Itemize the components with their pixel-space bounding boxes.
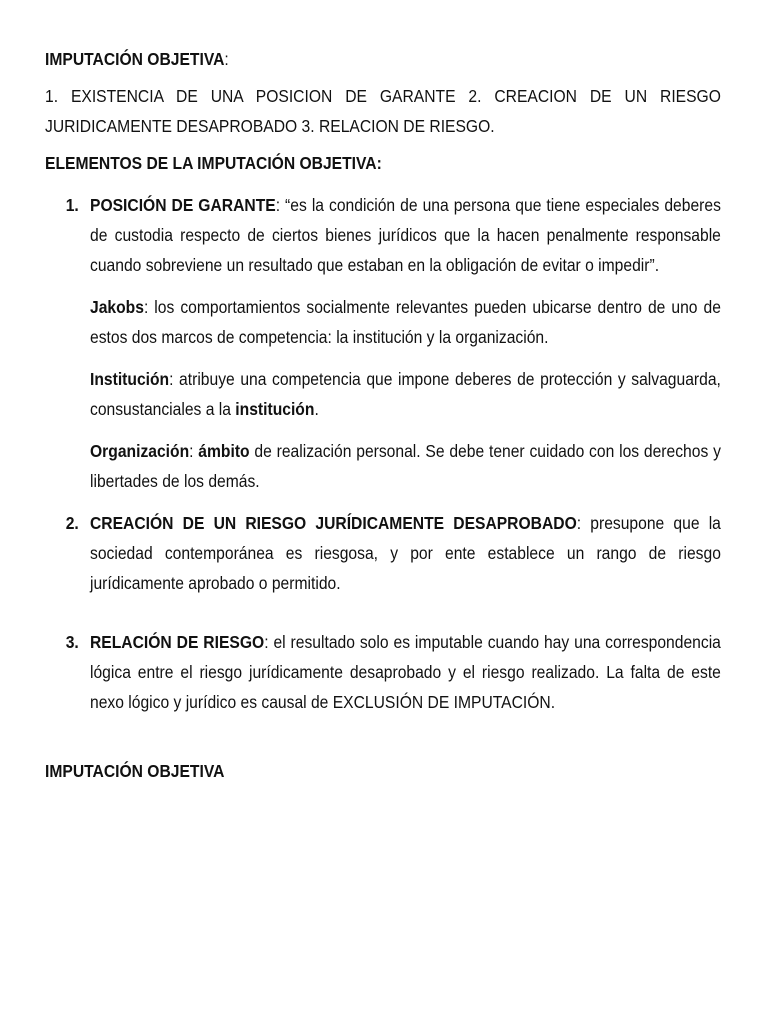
- jakobs-text: : los comportamientos socialmente relevantes pueden ubicarse dentro de uno de estos dos marcos de competencia: la institución y la organización.: [90, 297, 721, 347]
- organizacion-term: Organización: [90, 441, 190, 461]
- organizacion-colon: :: [189, 441, 199, 461]
- organizacion-bold-word: ámbito: [198, 441, 250, 461]
- list-number: 3.: [65, 632, 79, 652]
- section-heading-imputacion: [45, 44, 721, 74]
- institucion-bold-end: institución: [235, 399, 315, 419]
- document-page: [45, 44, 721, 786]
- list-item-posicion-garante: [45, 190, 721, 280]
- list-number: 1.: [65, 195, 79, 215]
- jakobs-paragraph: [45, 292, 721, 352]
- section-heading-elementos: ELEMENTOS DE LA IMPUTACIÓN OBJETIVA:: [45, 153, 382, 173]
- organizacion-text: de realización personal. Se debe tener cuidado con los derechos y libertades de los demás.: [90, 441, 721, 491]
- institucion-paragraph: [45, 364, 721, 424]
- list-item-text: : “es la condición de una persona que tiene especiales deberes de custodia respecto de ciertos bienes jurídicos que la hacen penalmente responsable cuando sobreviene un resultado que estaban en la obligación de evitar o impedir”.: [90, 195, 721, 275]
- jakobs-term: Jakobs: [90, 297, 144, 317]
- section-heading-imputacion-bottom: IMPUTACIÓN OBJETIVA: [45, 761, 225, 781]
- list-item-title: RELACIÓN DE RIESGO: [90, 632, 265, 652]
- list-item-title: CREACIÓN DE UN RIESGO JURÍDICAMENTE DESAPROBADO: [90, 513, 577, 533]
- heading-bold-text: IMPUTACIÓN OBJETIVA: [45, 49, 225, 69]
- list-item-relacion-riesgo: [45, 627, 721, 717]
- list-item-creacion-riesgo: [45, 508, 721, 598]
- list-item-text: : el resultado solo es imputable cuando hay una correspondencia lógica entre el riesgo jurídicamente desaprobado y el riesgo realizado. La falta de este nexo lógico y jurídico es causal de EXCLUSIÓN DE IMPUTACIÓN.: [90, 632, 721, 712]
- heading-colon: :: [224, 49, 229, 69]
- list-item-text: : presupone que la sociedad contemporánea es riesgosa, y por ente establece un rango de riesgo jurídicamente aprobado o permitido.: [90, 513, 721, 593]
- institucion-text: : atribuye una competencia que impone deberes de protección y salvaguarda, consustanciales a la: [90, 369, 721, 419]
- list-number: 2.: [65, 513, 79, 533]
- institucion-term: Institución: [90, 369, 170, 389]
- intro-paragraph: 1. EXISTENCIA DE UNA POSICION DE GARANTE 2. CREACION DE UN RIESGO JURIDICAMENTE DESAPROBADO 3. RELACION DE RIESGO.: [45, 86, 721, 136]
- institucion-end: .: [314, 399, 319, 419]
- organizacion-paragraph: [45, 436, 721, 496]
- list-item-title: POSICIÓN DE GARANTE: [90, 195, 276, 215]
